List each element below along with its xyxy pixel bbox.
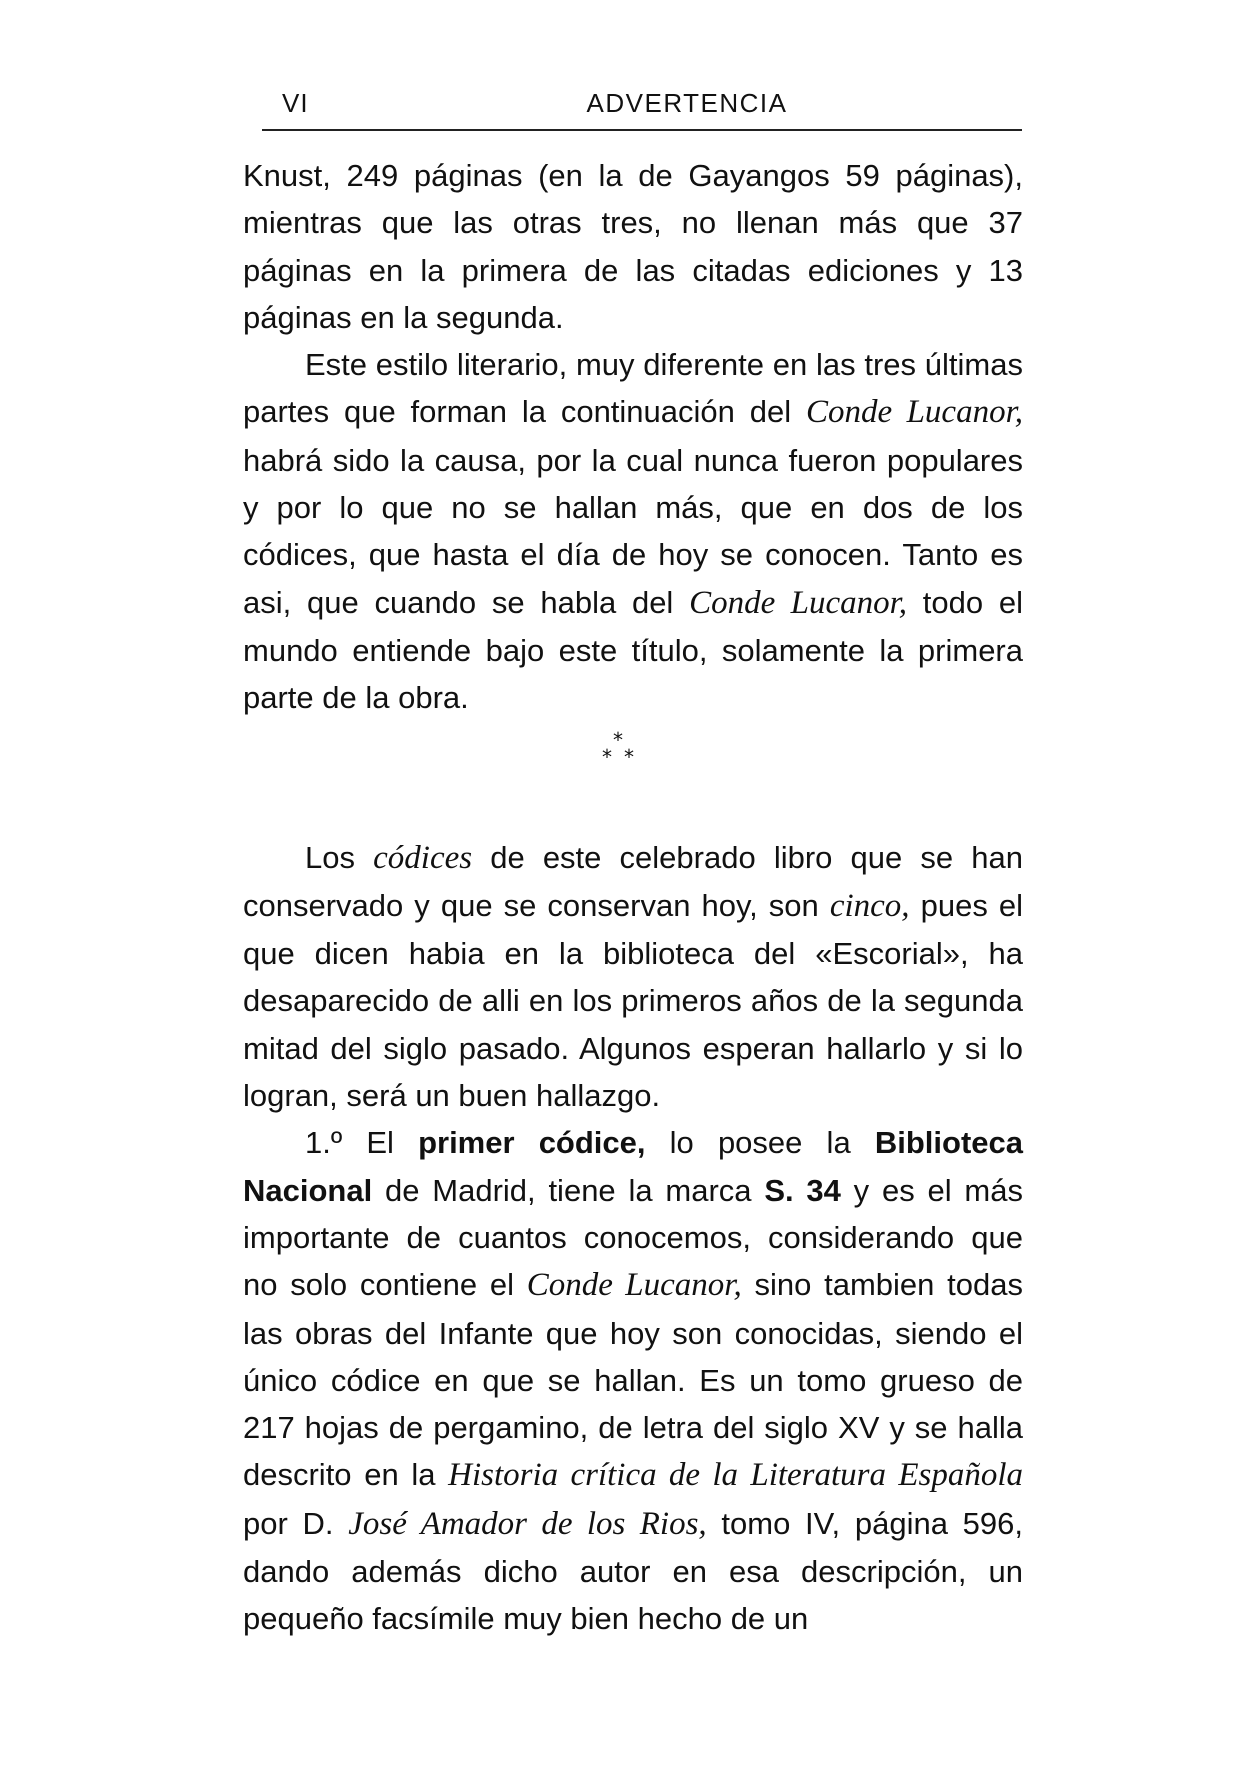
paragraph-4-ordinal: 1.º	[305, 1125, 343, 1161]
paragraph-3-part-3: pues el que dicen habia en la biblioteca del «Escorial», ha desaparecido de alli en los primeros años de la segunda mitad del siglo pasado. Algunos esperan hallarlo y si lo logran, será un buen hallazgo.	[243, 887, 1023, 1114]
paragraph-4-bold-2: Biblioteca Nacional	[243, 1125, 1023, 1208]
paragraph-1	[243, 152, 1023, 341]
paragraph-4-part-6: por D.	[243, 1505, 349, 1541]
paragraph-3-part-1: Los	[305, 839, 374, 875]
running-title: ADVERTENCIA	[586, 88, 788, 118]
asterism-star-right: *	[624, 744, 634, 769]
paragraph-2-part-1: Este estilo literario, muy diferente en las tres últimas partes que forman la continuación del	[243, 347, 1023, 430]
paragraph-4-part-7: tomo IV, página 596, dando además dicho autor en esa descripción, un pequeño facsímile muy bien hecho de un	[243, 1505, 1024, 1637]
paragraph-4-italic-1: Conde Lucanor,	[526, 1267, 742, 1304]
paragraph-4-part-5: sino tambien todas las obras del Infante que hoy son conocidas, siendo el único códice en que se hallan. Es un tomo grueso de 217 hojas de pergamino, de letra del siglo XV y se halla descrito en la	[243, 1267, 1024, 1493]
paragraph-3	[243, 834, 1023, 1120]
paragraph-4-part-4: y es el más importante de cuantos conocemos, considerando que no solo contiene el	[243, 1172, 1023, 1303]
paragraph-4-italic-3: José Amador de los Rios,	[348, 1505, 707, 1542]
paragraph-3-part-2: de este celebrado libro que se han conservado y que se conservan hoy, son	[243, 839, 1023, 923]
paragraph-2	[243, 341, 1023, 721]
paragraph-2-part-2: habrá sido la causa, por la cual nunca fueron populares y por lo que no se hallan más, que en dos de los códices, que hasta el día de hoy se conocen. Tanto es asi, que cuando se habla del	[243, 442, 1023, 620]
asterism-star-top: *	[613, 727, 623, 752]
paragraph-3-italic-1: códices	[373, 839, 473, 876]
paragraph-4-part-2: lo posee la	[645, 1125, 875, 1161]
paragraph-2-part-3: todo el mundo entiende bajo este título, solamente la primera parte de la obra.	[243, 584, 1024, 716]
paragraph-2-italic-2: Conde Lucanor,	[689, 584, 908, 621]
paragraph-1-text: Knust, 249 páginas (en la de Gayangos 59 páginas), mientras que las otras tres, no llenan más que 37 páginas en la primera de las citadas ediciones y 13 páginas en la segunda.	[243, 158, 1023, 335]
paragraph-4	[243, 1119, 1023, 1642]
paragraph-4-part-3: de Madrid, tiene la marca	[372, 1172, 765, 1208]
body-text	[243, 152, 1023, 1643]
header-rule	[262, 129, 1022, 131]
page-header	[282, 88, 1022, 124]
asterism-separator	[243, 722, 1023, 816]
asterism-star-left: *	[602, 744, 612, 769]
paragraph-4-part-1: El	[342, 1125, 419, 1161]
paragraph-4-italic-2: Historia crítica de la Literatura Española	[448, 1457, 1023, 1494]
section-gap	[243, 816, 1023, 834]
paragraph-4-bold-1: primer códice,	[418, 1125, 646, 1161]
paragraph-2-italic-1: Conde Lucanor,	[805, 394, 1024, 431]
page-number: VI	[282, 88, 309, 118]
paragraph-3-italic-2: cinco,	[829, 887, 910, 924]
paragraph-4-bold-3: S. 34	[764, 1172, 841, 1208]
